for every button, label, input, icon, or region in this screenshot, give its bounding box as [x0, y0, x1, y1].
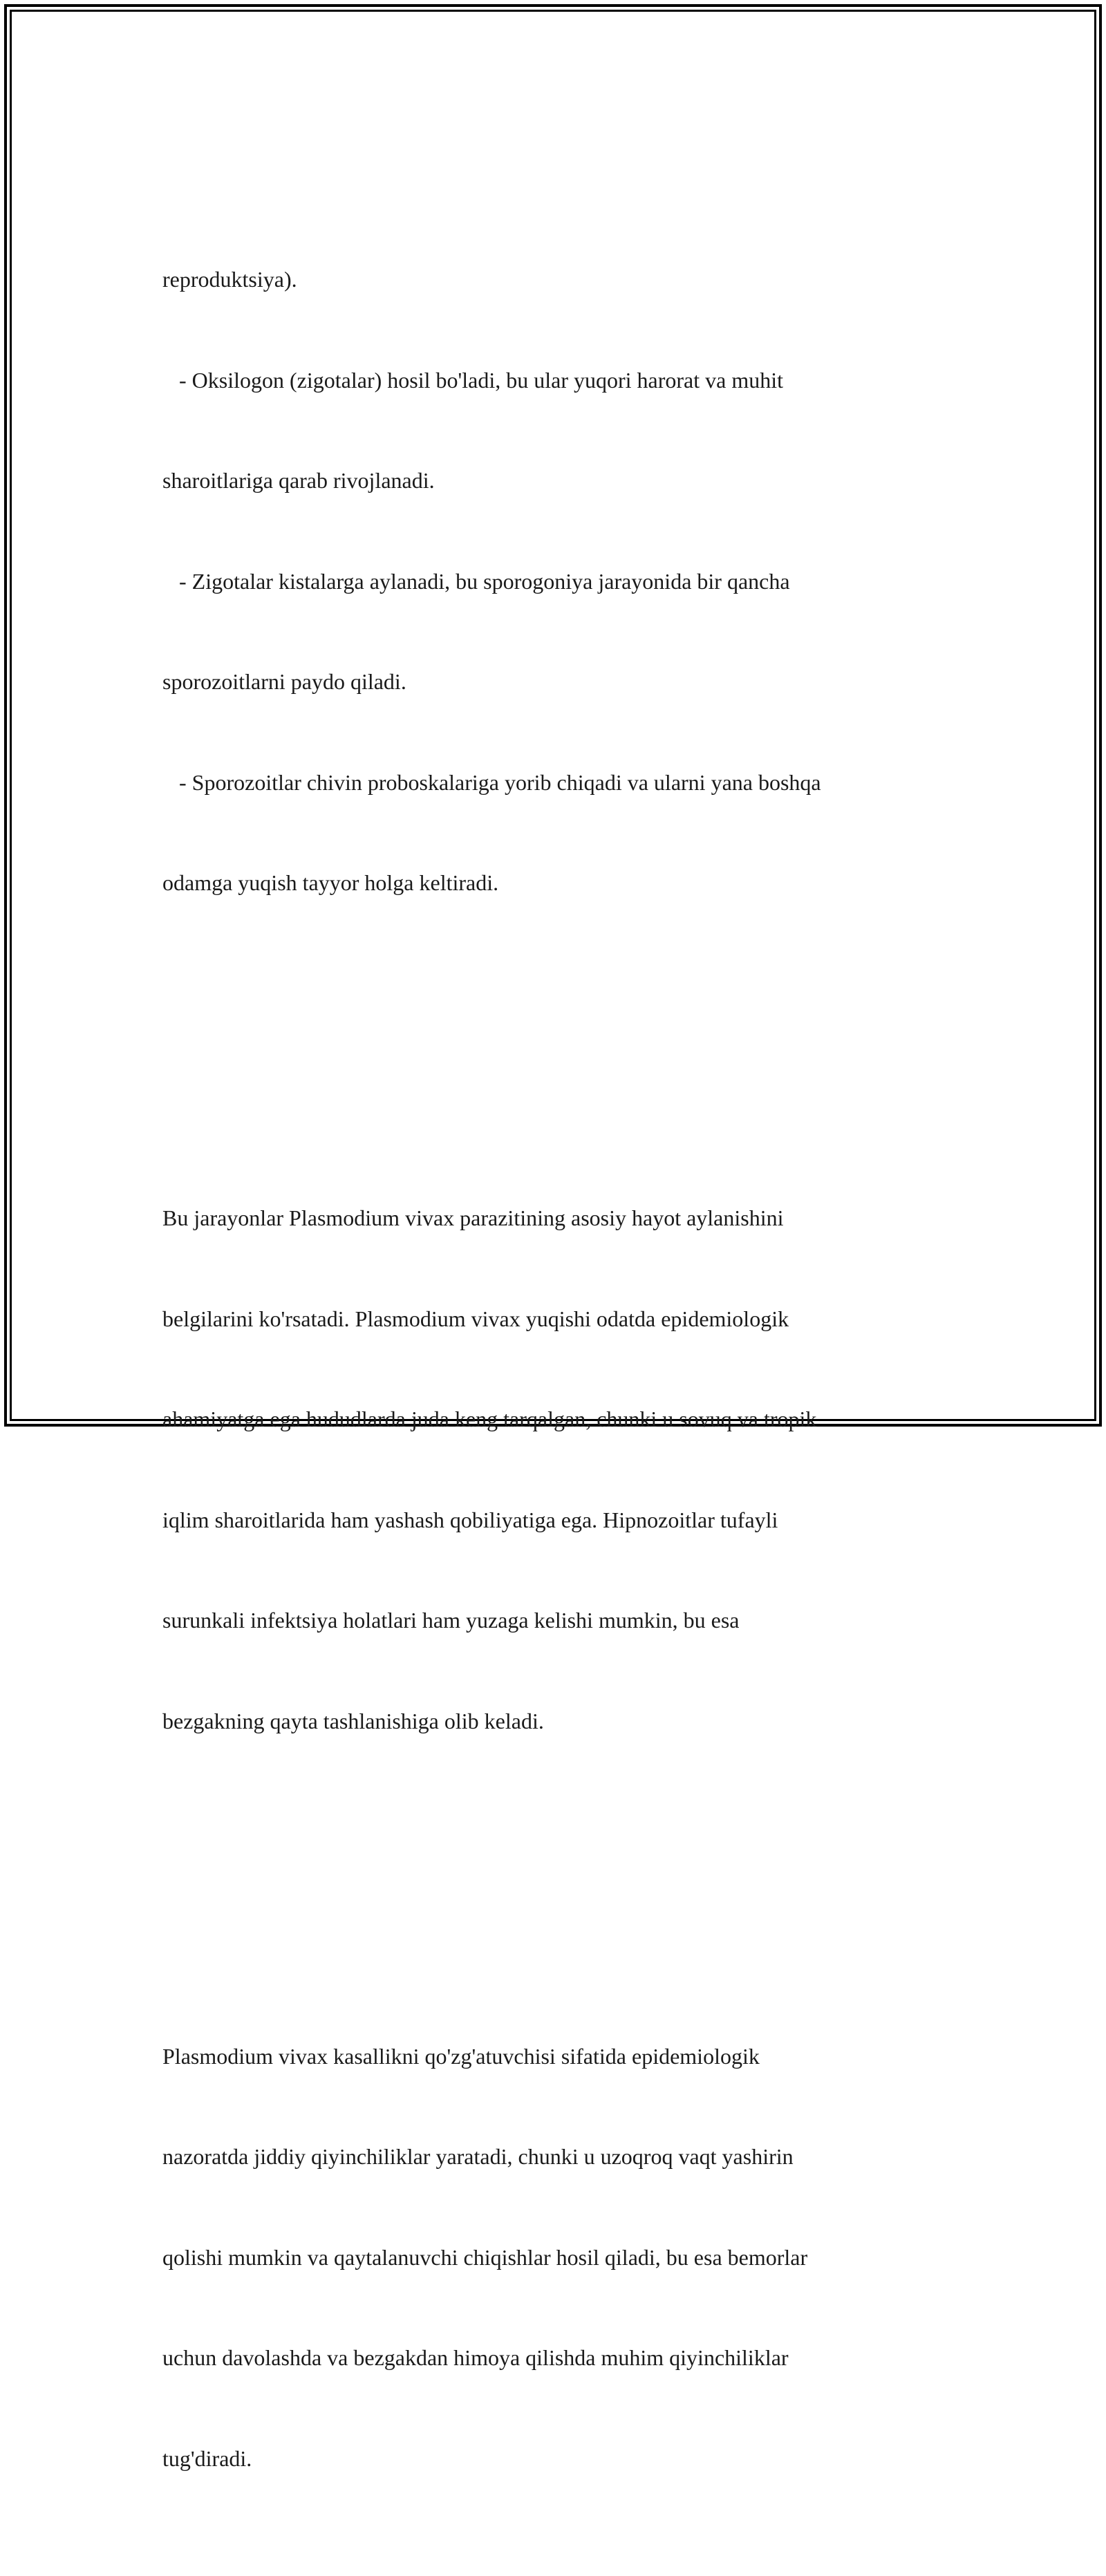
paragraph-lifecycle-summary: [162, 1134, 944, 1805]
paragraph-spacer: [162, 1034, 944, 1068]
text-line: iqlim sharoitlarida ham yashash qobiliyatiga ega. Hipnozoitlar tufayli: [162, 1507, 778, 1532]
paragraph-spacer: [162, 1872, 944, 1906]
text-line: sporozoitlarni paydo qiladi.: [162, 669, 406, 694]
text-line: nazoratda jiddiy qiyinchiliklar yaratadi, chunki u uzoqroq vaqt yashirin: [162, 2144, 794, 2169]
document-body: [162, 129, 944, 2576]
text-line: surunkali infektsiya holatlari ham yuzaga kelishi mumkin, bu esa: [162, 1608, 740, 1633]
text-line: uchun davolashda va bezgakdan himoya qilishda muhim qiyinchiliklar: [162, 2345, 789, 2370]
paragraph-lifecycle-steps: [162, 196, 944, 967]
text-line: qolishi mumkin va qaytalanuvchi chiqishlar hosil qiladi, bu esa bemorlar: [162, 2244, 808, 2270]
list-item-zigotalar: - Zigotalar kistalarga aylanadi, bu sporogoniya jarayonida bir qancha: [162, 568, 790, 594]
text-line: sharoitlariga qarab rivojlanadi.: [162, 468, 435, 493]
text-line: belgilarini ko'rsatadi. Plasmodium vivax yuqishi odatda epidemiologik: [162, 1306, 789, 1331]
text-line: odamga yuqish tayyor holga keltiradi.: [162, 870, 499, 895]
list-item-oksilogon: - Oksilogon (zigotalar) hosil bo'ladi, bu ular yuqori harorat va muhit: [162, 367, 784, 393]
list-item-sporozoitlar: - Sporozoitlar chivin proboskalariga yorib chiqadi va ularni yana boshqa: [162, 769, 821, 795]
text-line: Plasmodium vivax kasallikni qo'zg'atuvchisi sifatida epidemiologik: [162, 2043, 760, 2069]
text-line: bezgakning qayta tashlanishiga olib keladi.: [162, 1708, 544, 1733]
text-line: reproduktsiya).: [162, 267, 297, 292]
text-line: tug'diradi.: [162, 2445, 252, 2471]
text-line: ahamiyatga ega hududlarda juda keng tarqalgan, chunki u sovuq va tropik: [162, 1407, 817, 1431]
paragraph-epidemiology: [162, 1973, 944, 2543]
text-line: Bu jarayonlar Plasmodium vivax parazitining asosiy hayot aylanishini: [162, 1205, 784, 1230]
